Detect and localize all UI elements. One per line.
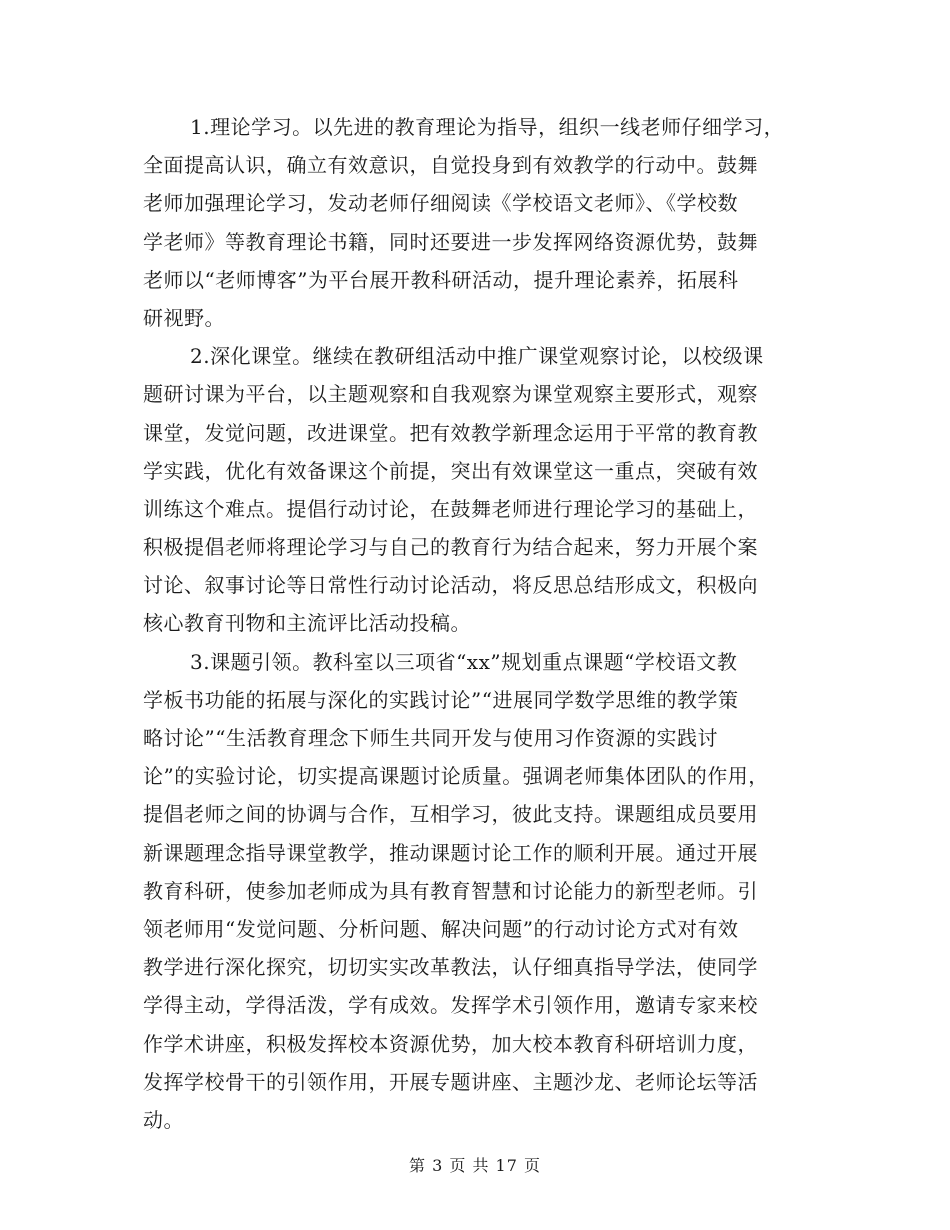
text-line: 1.理论学习。以先进的教育理论为指导，组织一线老师仔细学习， [190, 115, 785, 139]
text-line: 2.深化课堂。继续在教研组活动中推广课堂观察讨论，以校级课 [190, 344, 764, 369]
text-line: 学得主动，学得活泼，学有成效。发挥学术引领作用，邀请专家来校 [143, 993, 758, 1018]
text-line: 动。 [143, 1107, 184, 1132]
text-line: 学老师》等教育理论书籍，同时还要进一步发挥网络资源优势，鼓舞 [143, 229, 758, 254]
text-line: 教学进行深化探究，切切实实改革教法，认仔细真指导学法，使同学 [143, 955, 758, 980]
text-line: 略讨论”“生活教育理念下师生共同开发与使用习作资源的实践讨 [143, 726, 718, 750]
text-line: 教育科研，使参加老师成为具有教育智慧和讨论能力的新型老师。引 [143, 878, 758, 903]
text-line: 题研讨课为平台，以主题观察和自我观察为课堂观察主要形式，观察 [143, 382, 758, 407]
paragraph-theory-study [143, 108, 813, 337]
paragraph-deepen-classroom [143, 337, 813, 643]
text-line: 论”的实验讨论，切实提高课题讨论质量。强调老师集体团队的作用， [143, 764, 769, 789]
text-line: 学实践，优化有效备课这个前提，突出有效课堂这一重点，突破有效 [143, 458, 758, 483]
text-line: 全面提高认识，确立有效意识，自觉投身到有效教学的行动中。鼓舞 [143, 153, 758, 178]
document-body [143, 108, 813, 1139]
text-line: 领老师用“发觉问题、分析问题、解决问题”的行动讨论方式对有效 [143, 916, 739, 941]
text-line: 3.课题引领。教科室以三项省“xx”规划重点课题“学校语文教 [190, 649, 738, 674]
text-line: 核心教育刊物和主流评比活动投稿。 [143, 611, 471, 636]
paragraph-project-leadership [143, 643, 813, 1139]
text-line: 课堂，发觉问题，改进课堂。把有效教学新理念运用于平常的教育教 [143, 420, 758, 445]
text-line: 积极提倡老师将理论学习与自己的教育行为结合起来，努力开展个案 [143, 535, 758, 560]
text-line: 老师加强理论学习，发动老师仔细阅读《学校语文老师》、《学校数 [143, 191, 738, 216]
text-line: 作学术讲座，积极发挥校本资源优势，加大校本教育科研培训力度， [143, 1031, 758, 1056]
text-line: 研视野。 [143, 305, 225, 330]
text-line: 提倡老师之间的协调与合作，互相学习，彼此支持。课题组成员要用 [143, 802, 758, 827]
text-line: 老师以“老师博客”为平台展开教科研活动，提升理论素养，拓展科 [143, 267, 739, 292]
text-line: 新课题理念指导课堂教学，推动课题讨论工作的顺利开展。通过开展 [143, 840, 758, 865]
text-line: 学板书功能的拓展与深化的实践讨论”“进展同学数学思维的教学策 [143, 687, 739, 712]
text-line: 讨论、叙事讨论等日常性行动讨论活动，将反思总结形成文，积极向 [143, 573, 758, 598]
page-number-footer: 第 3 页 共 17 页 [409, 1156, 541, 1175]
text-line: 训练这个难点。提倡行动讨论，在鼓舞老师进行理论学习的基础上， [143, 496, 758, 521]
text-line: 发挥学校骨干的引领作用，开展专题讲座、主题沙龙、老师论坛等活 [143, 1069, 758, 1094]
